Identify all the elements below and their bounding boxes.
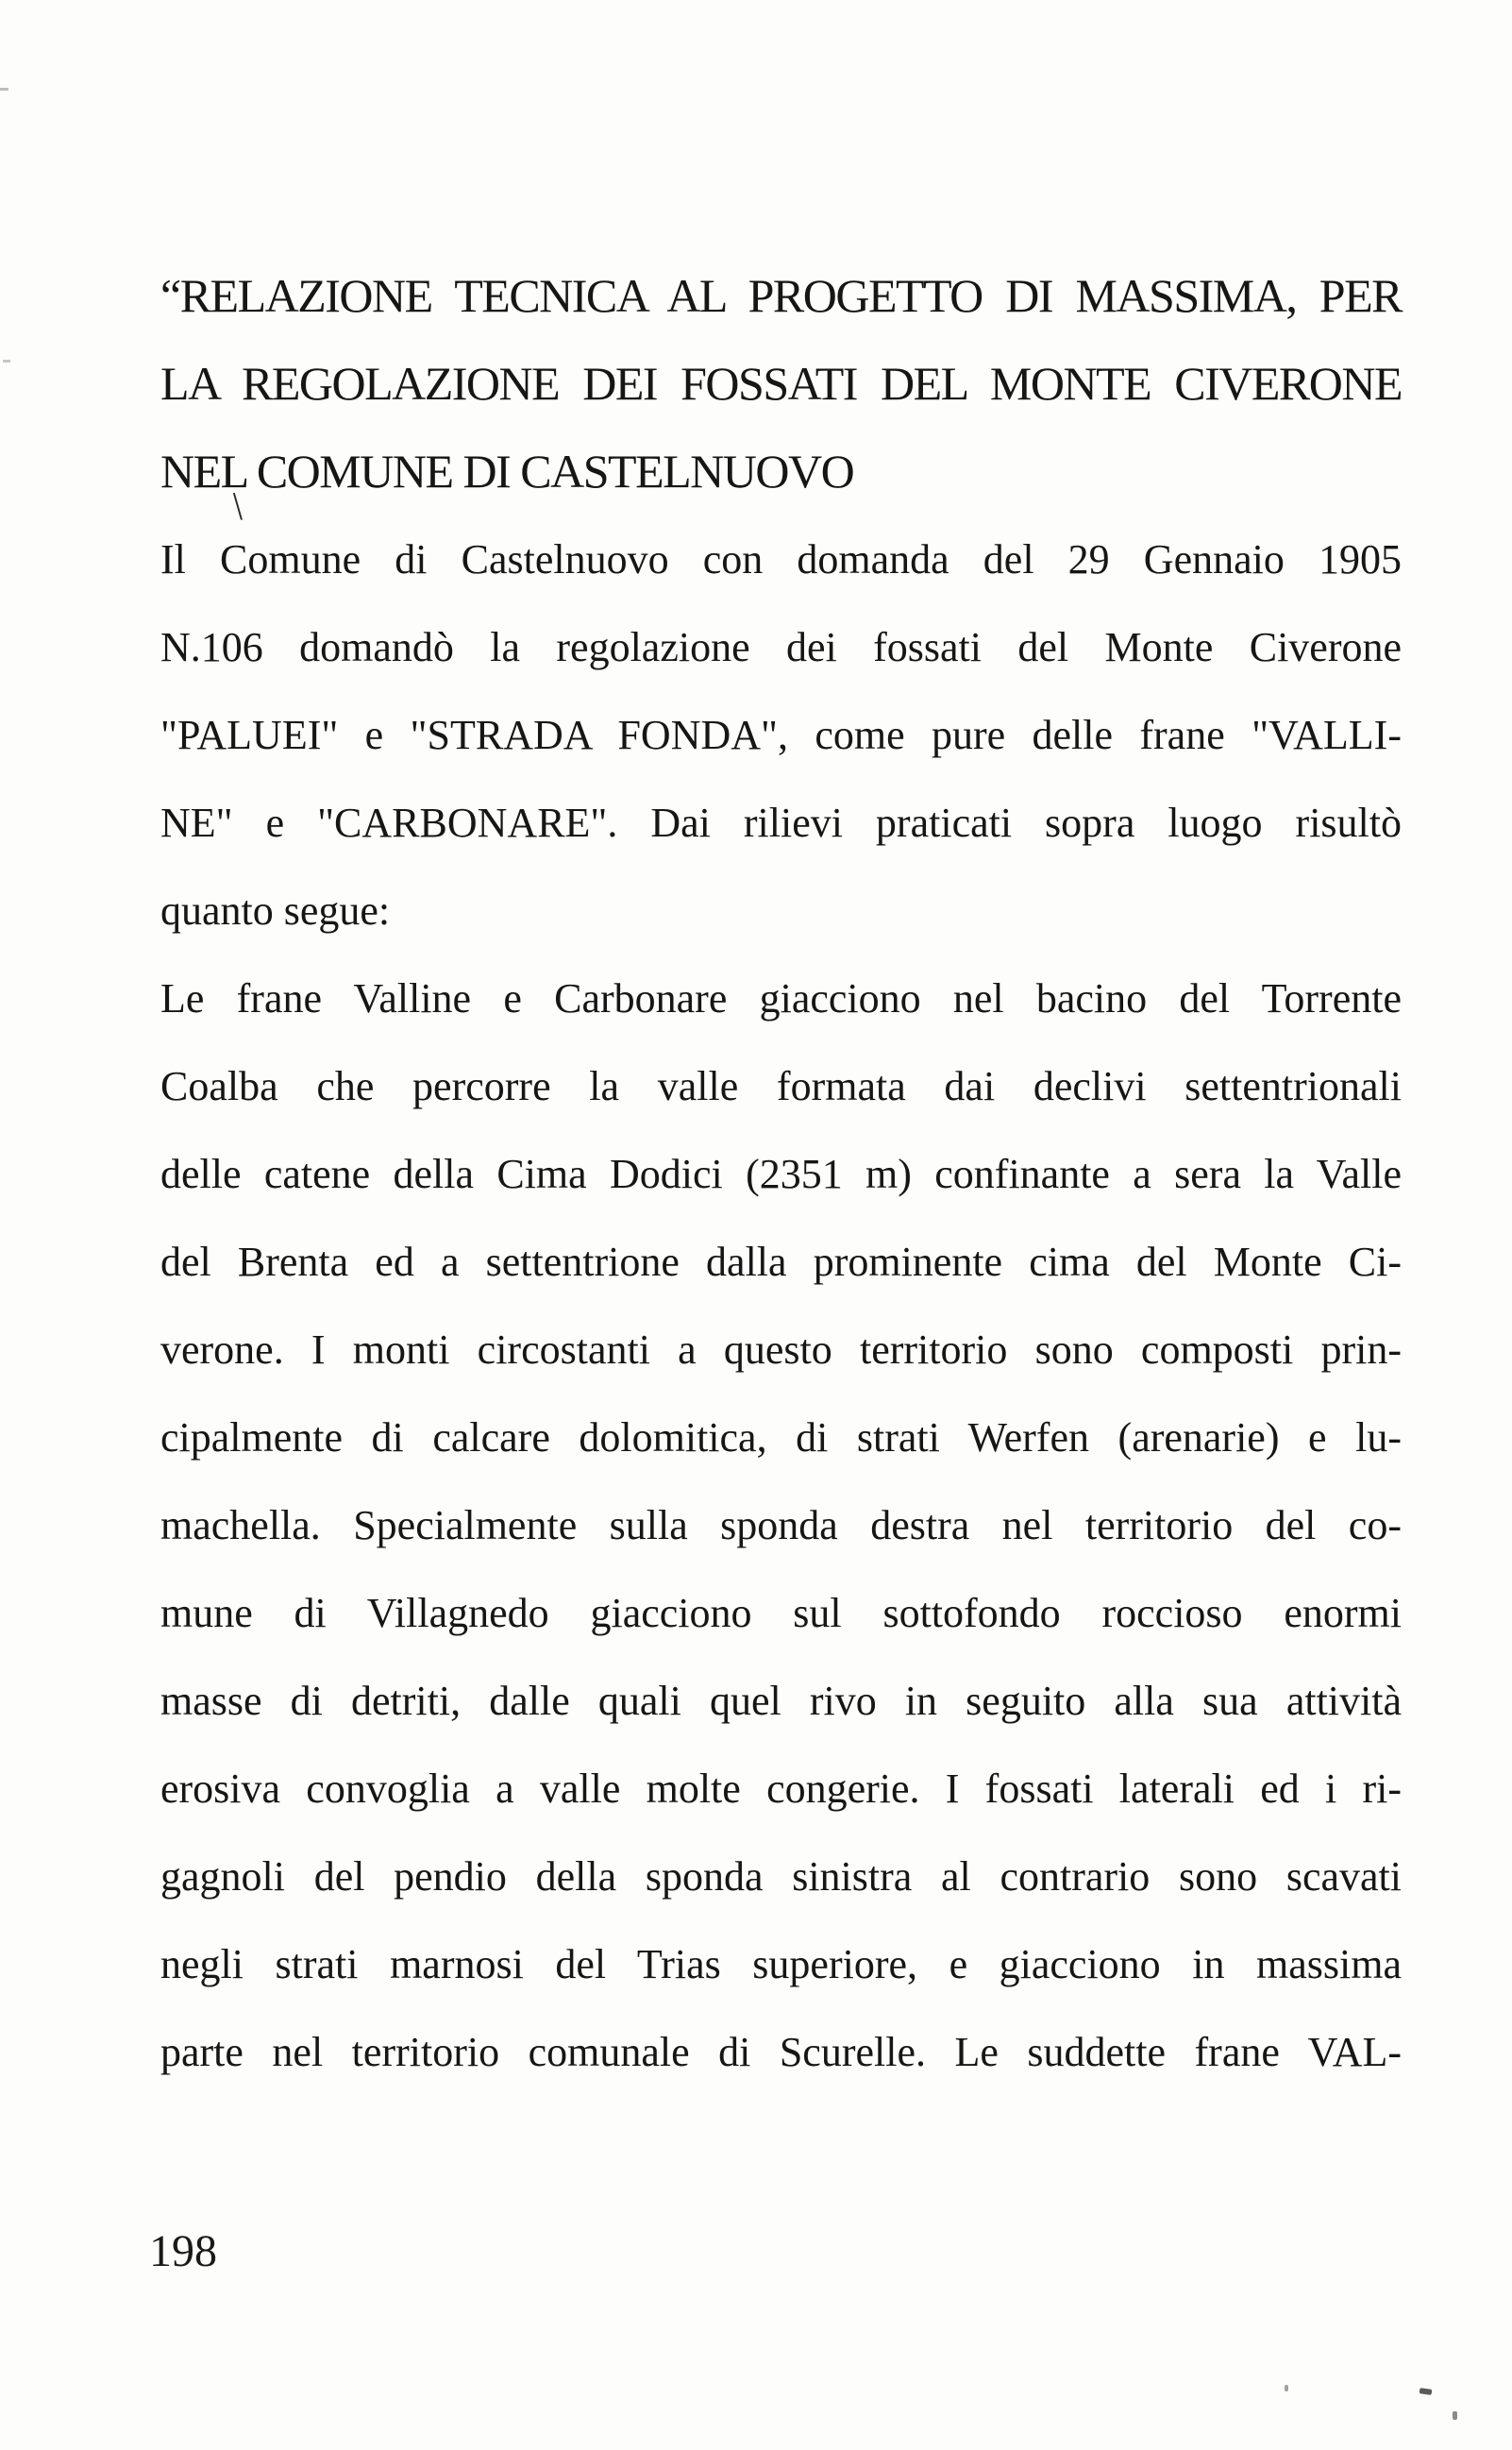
text-line: NE" e "CARBONARE". Dai rilievi praticati sopra luogo risultò: [160, 800, 1402, 846]
text-line: machella. Specialmente sulla sponda destra nel territorio del co-: [160, 1502, 1402, 1548]
scan-speck: [1285, 2385, 1288, 2391]
page-number: 198: [149, 2226, 217, 2276]
text-line: verone. I monti circostanti a questo territorio sono composti prin-: [160, 1326, 1402, 1373]
text-line: Le frane Valline e Carbonare giacciono nel bacino del Torrente: [160, 975, 1402, 1022]
text-line: del Brenta ed a settentrione dalla prominente cima del Monte Ci-: [160, 1239, 1402, 1285]
text-line: Il Comune di Castelnuovo con domanda del 29 Gennaio 1905: [160, 536, 1402, 583]
text-line: negli strati marnosi del Trias superiore, e giacciono in massima: [160, 1941, 1402, 1987]
text-line: gagnoli del pendio della sponda sinistra al contrario sono scavati: [160, 1853, 1402, 1900]
title-line: LA REGOLAZIONE DEI FOSSATI DEL MONTE CIVERONE: [160, 357, 1402, 410]
text-line: parte nel territorio comunale di Scurelle. Le suddette frane VAL-: [160, 2029, 1402, 2075]
title-line: “RELAZIONE TECNICA AL PROGETTO DI MASSIMA, PER: [160, 269, 1402, 322]
text-line: erosiva convoglia a valle molte congerie. I fossati laterali ed i ri-: [160, 1766, 1402, 1812]
scan-speck: [0, 88, 8, 91]
text-line: quanto segue:: [160, 887, 391, 934]
title-line: NEL COMUNE DI CASTELNUOVO: [160, 445, 854, 498]
text-line: "PALUEI" e "STRADA FONDA", come pure delle frane "VALLI-: [160, 712, 1402, 758]
scan-speck: [1420, 2388, 1433, 2395]
text-line: cipalmente di calcare dolomitica, di strati Werfen (arenarie) e lu-: [160, 1414, 1402, 1461]
text-column: [160, 252, 1402, 2096]
text-line: mune di Villagnedo giacciono sul sottofondo roccioso enormi: [160, 1590, 1402, 1636]
text-line: masse di detriti, dalle quali quel rivo in seguito alla sua attività: [160, 1678, 1402, 1724]
scan-speck: [3, 360, 10, 363]
text-line: delle catene della Cima Dodici (2351 m) confinante a sera la Valle: [160, 1151, 1402, 1197]
text-line: Coalba che percorre la valle formata dai declivi settentrionali: [160, 1063, 1402, 1109]
scan-speck: [1453, 2411, 1457, 2420]
text-line: N.106 domandò la regolazione dei fossati del Monte Civerone: [160, 624, 1402, 670]
stray-ink-mark: \: [230, 484, 244, 530]
